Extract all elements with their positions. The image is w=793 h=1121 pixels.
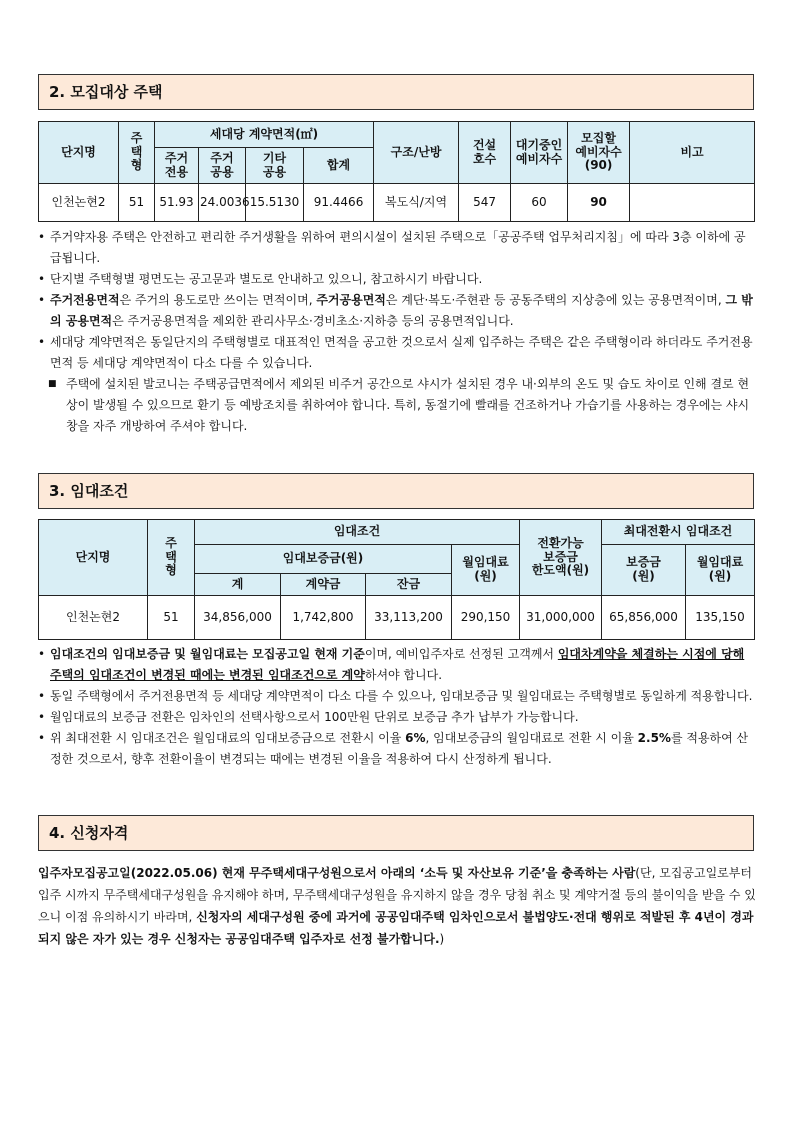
note-item: • 위 최대전환 시 임대조건은 월임대료의 임대보증금으로 전환시 이율 6%, 임대보증금의 월임대료로 전환 시 이율 2.5%를 적용하여 산정한 것으로서, 향후 전환이율이 변경되는 때에는 변경된 이율을 적용하여 다시 산정하게 됩니다. [38,731,749,766]
col-header-deposit: 임대보증금(원) [195,545,452,574]
note-item: • 임대조건의 임대보증금 및 월임대료는 모집공고일 현재 기준이며, 예비입주자로 선정된 고객께서 임대차계약을 체결하는 시점에 당해 주택의 임대조건이 변경된 때에는 변경된 임대조건으로 계약하셔야 합니다. [38,647,745,682]
col-header-name: 단지명 [39,122,119,184]
col-header-max-conversion: 최대전환시 임대조건 [602,520,755,545]
cell-convertible: 31,000,000 [520,596,602,640]
cell-deposit-contract: 1,742,800 [281,596,366,640]
cell-deposit-balance: 33,113,200 [366,596,452,640]
col-header-area-exclusive: 주거 전용 [155,148,199,184]
col-header-area-common: 주거 공용 [199,148,246,184]
note-item: • 세대당 계약면적은 동일단지의 주택형별로 대표적인 면적을 공고한 것으로서 실제 입주하는 주택은 같은 주택형이라 하더라도 주거전용면적 등 세대당 계약면적이 다소 다를 수 있습니다. [38,335,753,370]
note-item: • 동일 주택형에서 주거전용면적 등 세대당 계약면적이 다소 다를 수 있으나, 임대보증금 및 월임대료는 주택형별로 동일하게 적용합니다. [38,689,753,703]
cell-name: 인천논현2 [39,596,148,640]
col-header-area-other: 기타 공용 [246,148,304,184]
note-item: • 주거전용면적은 주거의 용도로만 쓰이는 면적이며, 주거공용면적은 계단·복도·주현관 등 공동주택의 지상층에 있는 공용면적이며, 그 밖의 공용면적은 주거공용면적을 제외한 관리사무소·경비초소·지하층 등의 공용면적입니다. [38,293,753,328]
cell-type: 51 [148,596,195,640]
cell-area-common: 24.0036 [199,184,246,222]
section-3-heading: 3. 임대조건 [38,473,754,509]
cell-type: 51 [119,184,155,222]
note-item: • 주거약자용 주택은 안전하고 편리한 주거생활을 위하여 편의시설이 설치된 주택으로「공공주택 업무처리지침」에 따라 3층 이하에 공급됩니다. [38,230,746,265]
housing-table [38,121,755,222]
section-3-notes [38,644,756,770]
col-header-type: 주 택 형 [119,122,155,184]
cell-max-rent: 135,150 [686,596,755,640]
col-header-structure: 구조/난방 [374,122,459,184]
cell-waiting: 60 [511,184,568,222]
cell-monthly-rent: 290,150 [452,596,520,640]
table-row [39,596,755,640]
note-item: ■ 주택에 설치된 발코니는 주택공급면적에서 제외된 비주거 공간으로 샤시가 설치된 경우 내·외부의 온도 및 습도 차이로 인해 결로 현상이 발생될 수 있으므로 환기 등 예방조치를 취하여야 합니다. 특히, 동절기에 빨래를 건조하거나 가습기를 사용하는 경우에는 샤시 창을 자주 개방하여 주셔야 합니다. [48,377,750,433]
col-header-max-rent: 월임대료 (원) [686,545,755,596]
section-4-heading: 4. 신청자격 [38,815,754,851]
col-header-note: 비고 [630,122,755,184]
col-header-waiting: 대기중인 예비자수 [511,122,568,184]
table-row [39,184,755,222]
cell-area-other: 15.5130 [246,184,304,222]
col-header-area: 세대당 계약면적(㎡) [155,122,374,148]
cell-note [630,184,755,222]
col-header-area-total: 합계 [304,148,374,184]
col-header-deposit-total: 계 [195,574,281,596]
col-header-name: 단지명 [39,520,148,596]
col-header-monthly-rent: 월임대료 (원) [452,545,520,596]
cell-name: 인천논현2 [39,184,119,222]
col-header-recruit: 모집할 예비자수 (90) [568,122,630,184]
cell-area-total: 91.4466 [304,184,374,222]
section-2-notes [38,227,756,437]
col-header-max-deposit: 보증금 (원) [602,545,686,596]
section-2-heading: 2. 모집대상 주택 [38,74,754,110]
col-header-deposit-balance: 잔금 [366,574,452,596]
col-header-units: 건설 호수 [459,122,511,184]
note-item: • 월임대료의 보증금 전환은 임차인의 선택사항으로서 100만원 단위로 보증금 추가 납부가 가능합니다. [38,710,579,724]
cell-max-deposit: 65,856,000 [602,596,686,640]
cell-area-exclusive: 51.93 [155,184,199,222]
cell-recruit: 90 [568,184,630,222]
col-header-conditions: 임대조건 [195,520,520,545]
col-header-deposit-contract: 계약금 [281,574,366,596]
eligibility-paragraph: 입주자모집공고일(2022.05.06) 현재 무주택세대구성원으로서 아래의 ‘소득 및 자산보유 기준’을 충족하는 사람(단, 모집공고일로부터 입주 시까지 무주택세대구성원을 유지해야 하며, 무주택세대구성원을 유지하지 않을 경우 당첨 취소 및 계약거절 등의 불이익을 받을 수 있으니 이점 유의하시기 바라며, 신청자의 세대구성원 중에 과거에 공공임대주택 임차인으로서 불법양도·전대 행위로 적발된 후 4년이 경과되지 않은 자가 있는 경우 신청자는 공공임대주택 입주자로 선정 불가합니다.) [38,866,756,946]
col-header-type: 주 택 형 [148,520,195,596]
cell-deposit-total: 34,856,000 [195,596,281,640]
cell-structure: 복도식/지역 [374,184,459,222]
col-header-convertible: 전환가능 보증금 한도액(원) [520,520,602,596]
note-item: • 단지별 주택형별 평면도는 공고문과 별도로 안내하고 있으니, 참고하시기 바랍니다. [38,272,483,286]
rental-table [38,519,755,640]
cell-units: 547 [459,184,511,222]
